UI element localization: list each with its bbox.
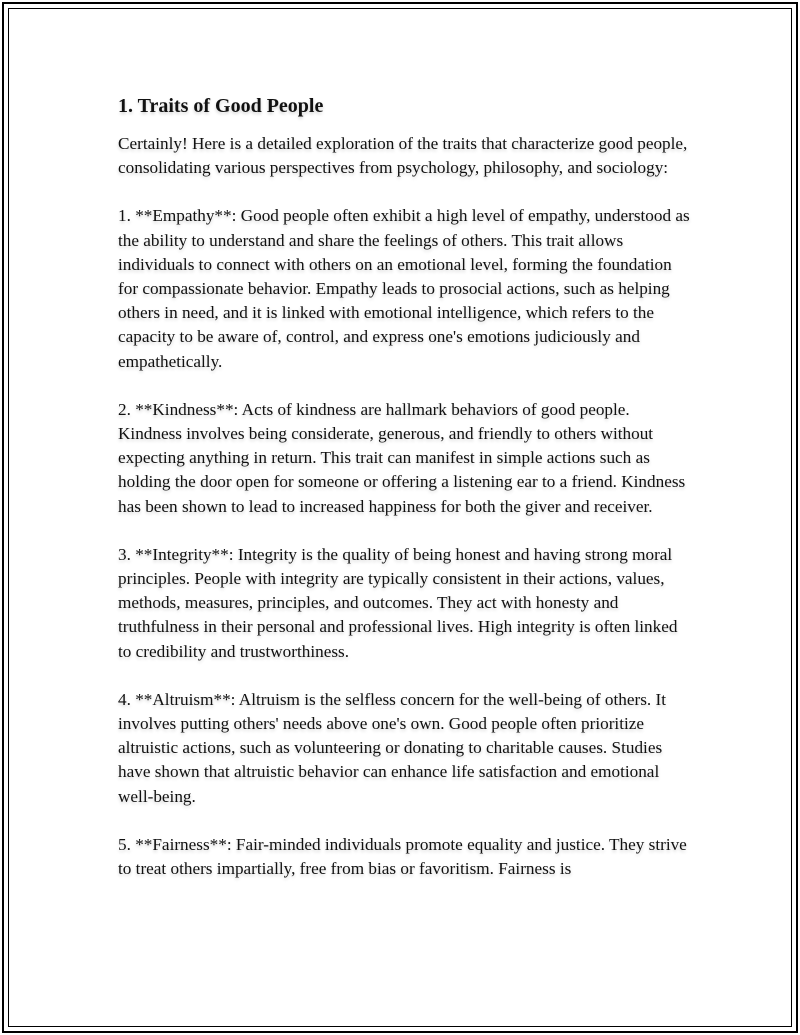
section-heading: 1. Traits of Good People bbox=[118, 95, 324, 117]
intro-paragraph: Certainly! Here is a detailed exploration of the traits that characterize good people, consolidating various perspectives from psychology, philosophy, and sociology: bbox=[118, 134, 688, 178]
paragraph-fairness: 5. **Fairness**: Fair-minded individuals promote equality and justice. They strive to treat others impartially, free from bias or favoritism. Fairness is bbox=[118, 834, 687, 879]
document-body bbox=[118, 92, 693, 905]
paragraph-empathy: 1. **Empathy**: Good people often exhibit a high level of empathy, understood as the ability to understand and share the feelings of others. This trait allows individuals to connect with others on an emotional level, forming the foundation for compassionate behavior. Empathy leads to prosocial actions, such as helping others in need, and it is linked with emotional intelligence, which refers to the capacity to be aware of, control, and express one's emotions judiciously and empathetically. bbox=[118, 206, 690, 371]
paragraph-kindness: 2. **Kindness**: Acts of kindness are hallmark behaviors of good people. Kindness involves being considerate, generous, and friendly to others without expecting anything in return. This trait can manifest in simple actions such as holding the door open for someone or offering a listening ear to a friend. Kindness has been shown to lead to increased happiness for both the giver and receiver. bbox=[118, 399, 686, 516]
paragraph-integrity: 3. **Integrity**: Integrity is the quality of being honest and having strong moral principles. People with integrity are typically consistent in their actions, values, methods, measures, principles, and outcomes. They act with honesty and truthfulness in their personal and professional lives. High integrity is often linked to credibility and trustworthiness. bbox=[118, 544, 678, 661]
paragraph-altruism: 4. **Altruism**: Altruism is the selfless concern for the well-being of others. It involves putting others' needs above one's own. Good people often prioritize altruistic actions, such as volunteering or donating to charitable causes. Studies have shown that altruistic behavior can enhance life satisfaction and emotional well-being. bbox=[118, 689, 666, 806]
